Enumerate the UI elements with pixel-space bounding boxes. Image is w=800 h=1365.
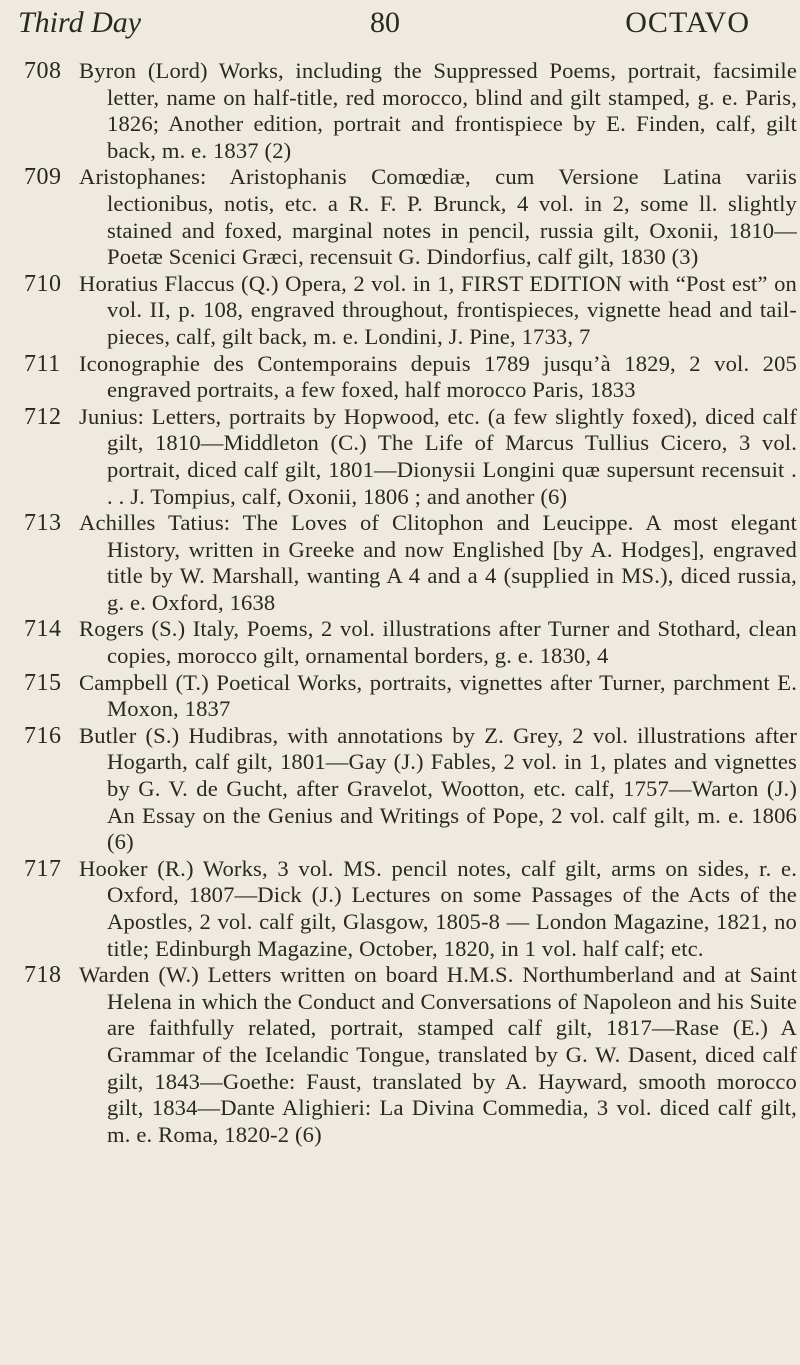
day-label: Third Day	[18, 6, 142, 39]
lot-number: 708	[24, 58, 62, 84]
lot-description: Rogers (S.) Italy, Poems, 2 vol. illustrations after Turner and Stothard, clean copies, morocco gilt, ornamental borders, g. e. 1830, 4	[79, 616, 797, 669]
lot-entry	[0, 856, 800, 962]
lot-description: Iconographie des Contemporains depuis 1789 jusqu’à 1829, 2 vol. 205 engraved portraits, a few foxed, half morocco Paris, 1833	[79, 350, 797, 403]
lot-number: 716	[24, 722, 62, 749]
lot-number: 713	[24, 510, 62, 537]
page-header	[18, 6, 750, 46]
lot-number: 715	[24, 669, 62, 696]
lot-description: Aristophanes: Aristophanis Comœdiæ, cum Versione Latina variis lectionibus, notis, etc. a R. F. P. Brunck, 4 vol. in 2, some ll. slightly stained and foxed, marginal notes in pencil, russia gilt, Oxonii, 1810—Poetæ Scenici Græci, recensuit G. Dindorfius, calf gilt, 1830 (3)	[79, 164, 797, 270]
lot-number: 712	[24, 403, 62, 430]
lot-entry	[0, 616, 800, 669]
lot-description: Campbell (T.) Poetical Works, portraits, vignettes after Turner, parchment E. Moxon, 1837	[79, 669, 797, 722]
lot-description: Hooker (R.) Works, 3 vol. MS. pencil notes, calf gilt, arms on sides, r. e. Oxford, 1807—Dick (J.) Lectures on some Passages of the Acts of the Apostles, 2 vol. calf gilt, Glasgow, 1805-8 — London Magazine, 1821, no title; Edinburgh Magazine, October, 1820, in 1 vol. half calf; etc.	[79, 855, 797, 961]
lot-entry	[0, 962, 800, 1148]
lot-number: 710	[24, 270, 62, 297]
lot-entry	[0, 164, 800, 270]
lot-number: 709	[24, 164, 62, 191]
lot-number: 717	[24, 855, 62, 882]
lot-number: 718	[24, 962, 62, 989]
lot-description: Junius: Letters, portraits by Hopwood, etc. (a few slightly foxed), diced calf gilt, 1810—Middleton (C.) The Life of Marcus Tullius Cicero, 3 vol. portrait, diced calf gilt, 1801—Dionysii Longini quæ supersunt recensuit . . . J. Tompius, calf, Oxonii, 1806 ; and another (6)	[79, 403, 797, 509]
lot-entry	[0, 510, 800, 616]
lot-description: Achilles Tatius: The Loves of Clitophon and Leucippe. A most elegant History, written in Greeke and now Englished [by A. Hodges], engraved title by W. Marshall, wanting A 4 and a 4 (supplied in MS.), diced russia, g. e. Oxford, 1638	[79, 510, 797, 615]
lot-list	[0, 58, 800, 1148]
lot-entry	[0, 271, 800, 351]
lot-description: Byron (Lord) Works, including the Suppressed Poems, portrait, facsimile letter, name on half-title, red morocco, blind and gilt stamped, g. e. Paris, 1826; Another edition, portrait and frontispiece by E. Finden, calf, gilt back, m. e. 1837 (2)	[79, 58, 797, 163]
lot-entry	[0, 58, 800, 164]
format-label: OCTAVO	[625, 6, 750, 39]
lot-description: Warden (W.) Letters written on board H.M.S. Northumberland and at Saint Helena in which the Conduct and Conversations of Napoleon and his Suite are faithfully related, portrait, stamped calf gilt, 1817—Rase (E.) A Grammar of the Icelandic Tongue, translated by G. W. Dasent, diced calf gilt, 1843—Goethe: Faust, translated by A. Hayward, smooth morocco gilt, 1834—Dante Alighieri: La Divina Commedia, 3 vol. diced calf gilt, m. e. Roma, 1820-2 (6)	[79, 962, 797, 1147]
lot-number: 711	[24, 350, 61, 377]
lot-entry	[0, 723, 800, 856]
lot-entry	[0, 404, 800, 510]
lot-description: Horatius Flaccus (Q.) Opera, 2 vol. in 1, FIRST EDITION with “Post est” on vol. II, p. 108, engraved throughout, frontispieces, vignette head and tail-pieces, calf, gilt back, m. e. Londini, J. Pine, 1733, 7	[79, 270, 797, 349]
page-number: 80	[370, 6, 400, 39]
lot-entry	[0, 351, 800, 404]
lot-number: 714	[24, 616, 62, 643]
lot-description: Butler (S.) Hudibras, with annotations by Z. Grey, 2 vol. illustrations after Hogarth, calf gilt, 1801—Gay (J.) Fables, 2 vol. in 1, plates and vignettes by G. V. de Gucht, after Gravelot, Wootton, etc. calf, 1757—Warton (J.) An Essay on the Genius and Writings of Pope, 2 vol. calf gilt, m. e. 1806 (6)	[79, 722, 797, 855]
lot-entry	[0, 670, 800, 723]
